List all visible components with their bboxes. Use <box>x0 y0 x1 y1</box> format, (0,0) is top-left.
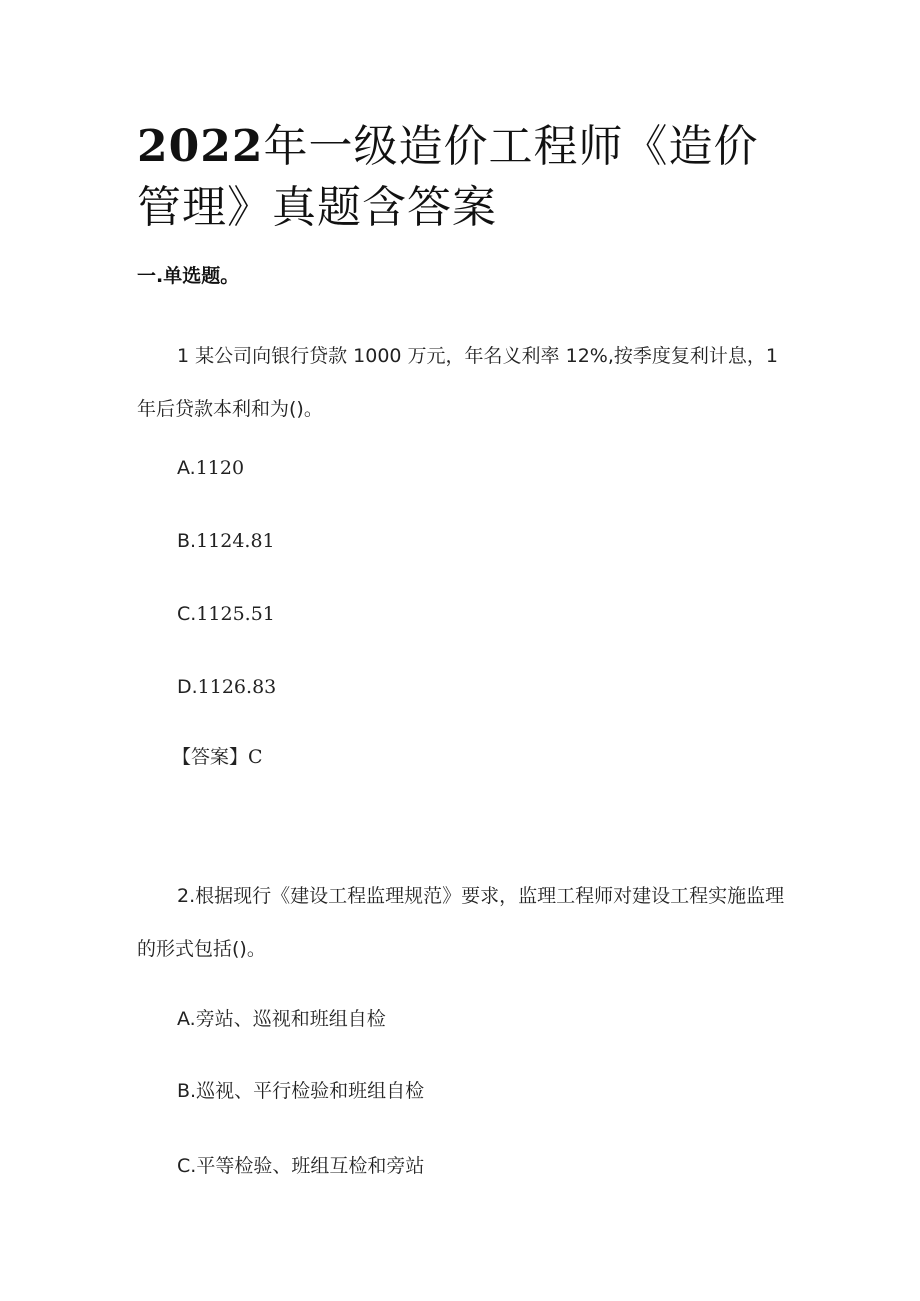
answer-value: C <box>248 746 263 768</box>
option-text: 巡视、平行检验和班组自检 <box>196 1080 425 1102</box>
question-1-stem: 1 某公司向银行贷款 1000 万元，年名义利率 12%,按季度复利计息，1 年后贷款本利和为()。 <box>137 345 778 420</box>
document-title <box>137 116 777 238</box>
question-2-stem: 2.根据现行《建设工程监理规范》要求，监理工程师对建设工程实施监理的形式包括()。 <box>137 885 785 960</box>
option-letter: A. <box>177 457 196 479</box>
title-year: 2022 <box>137 121 264 172</box>
question-1-option-d <box>177 673 276 701</box>
option-text: 平等检验、班组互检和旁站 <box>196 1155 425 1177</box>
question-2-option-c <box>177 1152 424 1180</box>
option-letter: C. <box>177 603 197 625</box>
section-heading: 一.单选题。 <box>137 265 240 287</box>
option-letter: A. <box>177 1008 196 1030</box>
answer-label: 【答案】 <box>172 746 249 768</box>
option-text: 1125.51 <box>196 603 275 625</box>
option-text: 旁站、巡视和班组自检 <box>195 1008 386 1030</box>
option-text: 1120 <box>195 457 245 479</box>
option-letter: B. <box>177 1080 197 1102</box>
option-text: 1124.81 <box>196 530 275 552</box>
question-2-option-b <box>177 1077 424 1105</box>
option-letter: B. <box>177 530 197 552</box>
question-1-option-c <box>177 600 275 628</box>
option-text: 1126.83 <box>197 676 277 698</box>
question-1-option-a <box>177 454 244 482</box>
title-text: 年一级造价工程师《造价管理》真题含答案 <box>137 121 759 233</box>
question-2-option-a <box>177 1005 386 1033</box>
question-1-answer <box>172 743 263 771</box>
question-1-option-b <box>177 527 275 555</box>
option-letter: D. <box>177 676 198 698</box>
option-letter: C. <box>177 1155 197 1177</box>
